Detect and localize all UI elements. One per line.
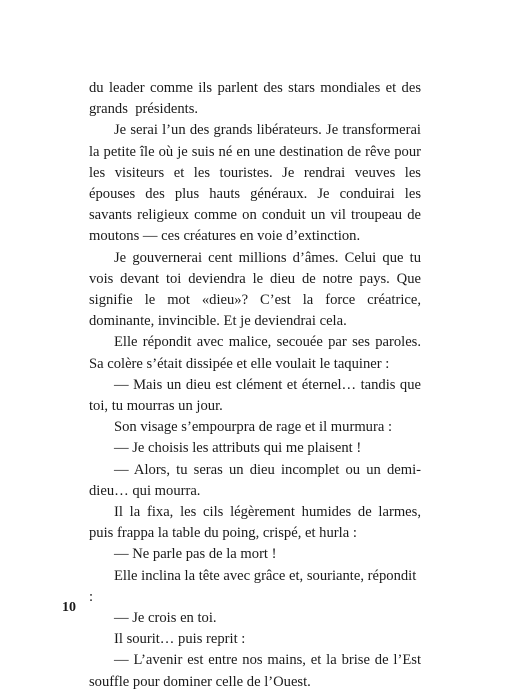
body-text	[89, 78, 421, 693]
paragraph-fixa: Il la fixa, les cils légèrement humides de larmes, puis frappa la table du poing, crispé, et hurla :	[89, 504, 421, 542]
paragraph-gouvernerai: Je gouvernerai cent millions d’âmes. Celui que tu vois devant toi deviendra le dieu de notre pays. Que signifie le mot «dieu»? C’est la force créatrice, dominante, invincible. Et je deviendrai cela.	[89, 249, 421, 330]
dialogue-avenir: — L’avenir est entre nos mains, et la brise de l’Est souffle pour dominer celle de l’Ouest.	[89, 652, 421, 690]
paragraph-sourit: Il sourit… puis reprit :	[114, 631, 246, 648]
dialogue-demi-dieu: — Alors, tu seras un dieu incomplet ou un demi-dieu… qui mourra.	[89, 461, 421, 499]
paragraph-malice: Elle répondit avec malice, secouée par ses paroles. Sa colère s’était dissipée et elle voulait le taquiner :	[89, 334, 421, 372]
dialogue-crois: — Je crois en toi.	[114, 610, 217, 627]
dialogue-attributs: — Je choisis les attributs qui me plaisent !	[114, 440, 362, 457]
page-number: 10	[62, 600, 76, 615]
dialogue-dieu-clement: — Mais un dieu est clément et éternel… tandis que toi, tu mourras un jour.	[89, 376, 421, 415]
paragraph-rage: Son visage s’empourpra de rage et il murmura :	[114, 419, 393, 436]
paragraph-liberateurs: Je serai l’un des grands libérateurs. Je transformerai la petite île où je suis né en une destination de rêve pour les visiteurs et les touristes. Je rendrai veuves les épouses des plus hauts généraux. Je conduirai les savants religieux comme on conduit un vil troupeau de moutons — ces créatures en voie d’extinction.	[89, 122, 421, 245]
paragraph-inclina: Elle inclina la tête avec grâce et, souriante, répondit :	[89, 567, 417, 605]
dialogue-mort: — Ne parle pas de la mort !	[114, 546, 277, 563]
paragraph-continuation: du leader comme ils parlent des stars mondiales et des grands présidents.	[89, 80, 421, 118]
